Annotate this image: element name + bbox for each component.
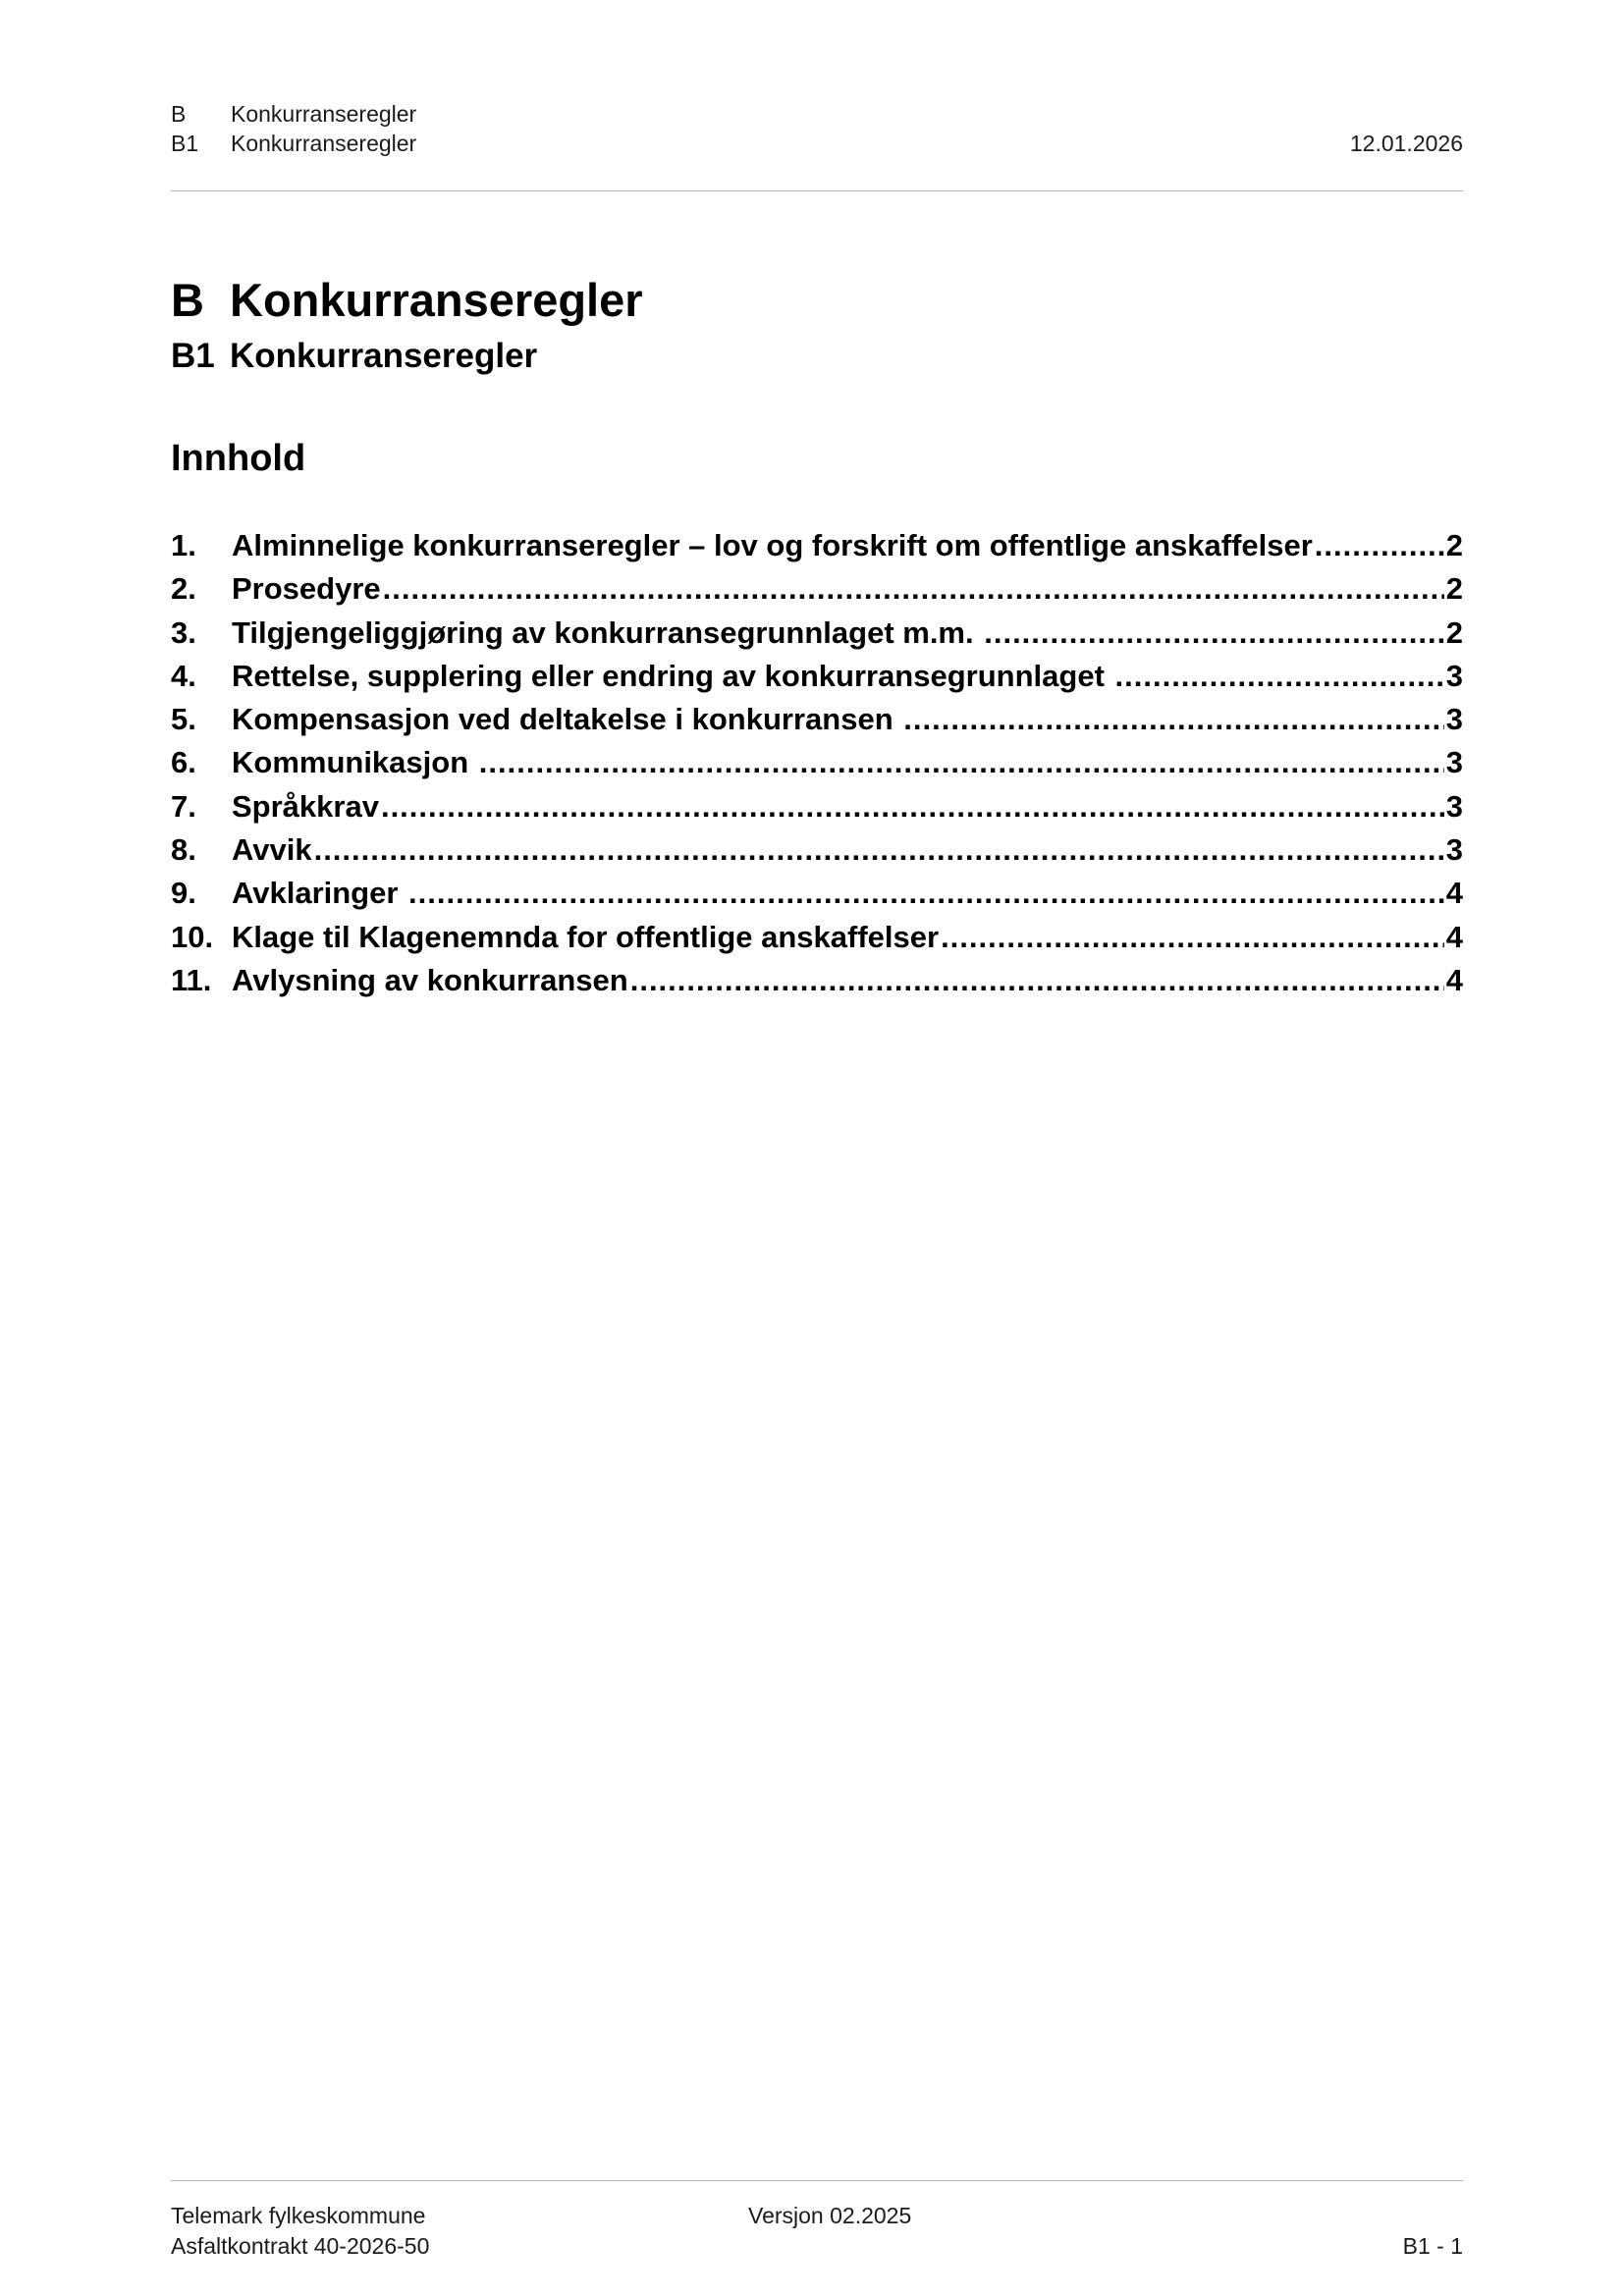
subsection-code: B1	[171, 337, 215, 375]
toc-title: Rettelse, supplering eller endring av konkurransegrunnlaget	[232, 658, 1113, 693]
toc-number: 6.	[171, 745, 196, 780]
toc-title: Prosedyre	[232, 571, 381, 607]
toc-entry[interactable]	[171, 741, 1463, 784]
header-line-2	[171, 129, 1463, 158]
header-subsection-code: B1	[171, 131, 199, 156]
toc-heading: Innhold	[171, 438, 306, 479]
toc-entry[interactable]	[171, 959, 1463, 1002]
header-divider	[171, 190, 1463, 191]
toc-leader	[1115, 655, 1444, 698]
toc-page-number: 3	[1445, 658, 1463, 693]
toc-entry[interactable]	[171, 916, 1463, 959]
toc-entry[interactable]	[171, 872, 1463, 915]
toc-number: 8.	[171, 832, 196, 868]
header-section-code: B	[171, 101, 187, 127]
section-title	[171, 273, 643, 328]
toc-page-number: 3	[1445, 702, 1463, 737]
toc-title: Avlysning av konkurransen	[232, 962, 628, 997]
header-subsection-title: Konkurranseregler	[231, 131, 417, 156]
toc-entry[interactable]	[171, 785, 1463, 828]
toc-title: Språkkrav	[232, 788, 379, 824]
toc-page-number: 3	[1445, 832, 1463, 868]
footer-divider	[171, 2180, 1463, 2181]
toc-number: 3.	[171, 614, 196, 650]
toc-leader	[1315, 524, 1444, 567]
toc-page-number: 2	[1445, 571, 1463, 607]
toc-leader	[383, 567, 1444, 611]
toc-page-number: 4	[1445, 962, 1463, 997]
toc-page-number: 3	[1445, 745, 1463, 780]
toc-number: 9.	[171, 876, 196, 911]
toc-number: 5.	[171, 702, 196, 737]
toc-leader	[941, 916, 1444, 959]
toc-leader	[314, 828, 1444, 872]
subsection-title-text: Konkurranseregler	[230, 337, 538, 375]
toc-entry[interactable]	[171, 612, 1463, 655]
toc-number: 10.	[171, 919, 214, 954]
toc-leader	[381, 785, 1444, 828]
toc-leader	[903, 698, 1444, 741]
toc-page-number: 2	[1445, 528, 1463, 562]
page-footer	[171, 2201, 1463, 2262]
toc-entry[interactable]	[171, 567, 1463, 611]
toc-title: Avklaringer	[232, 876, 407, 911]
footer-contract: Asfaltkontrakt 40-2026-50	[171, 2233, 430, 2259]
footer-version: Versjon 02.2025	[748, 2203, 912, 2228]
toc-entry[interactable]	[171, 828, 1463, 872]
header-section-title: Konkurranseregler	[231, 101, 417, 127]
subsection-title	[171, 336, 537, 377]
header-line-1	[171, 99, 1463, 129]
toc-number: 2.	[171, 571, 196, 607]
toc-number: 4.	[171, 658, 196, 693]
toc-leader	[984, 612, 1444, 655]
table-of-contents	[171, 524, 1463, 1002]
toc-title: Klage til Klagenemnda for offentlige anskaffelser	[232, 919, 940, 954]
section-title-text: Konkurranseregler	[230, 274, 643, 326]
header-date: 12.01.2026	[1349, 131, 1463, 156]
toc-entry[interactable]	[171, 655, 1463, 698]
toc-title: Alminnelige konkurranseregler – lov og forskrift om offentlige anskaffelser	[232, 528, 1313, 562]
toc-title: Avvik	[232, 832, 312, 868]
toc-title: Kommunikasjon	[232, 745, 477, 780]
page-header	[171, 99, 1463, 158]
toc-page-number: 3	[1445, 788, 1463, 824]
toc-page-number: 4	[1445, 919, 1463, 954]
toc-leader	[408, 872, 1444, 915]
toc-page-number: 4	[1445, 876, 1463, 911]
toc-leader	[479, 741, 1444, 784]
footer-line-2	[171, 2231, 1463, 2262]
toc-entry[interactable]	[171, 524, 1463, 567]
toc-number: 7.	[171, 788, 196, 824]
toc-number: 1.	[171, 528, 196, 562]
toc-number: 11.	[171, 962, 212, 997]
toc-title: Tilgjengeliggjøring av konkurransegrunnlaget m.m.	[232, 614, 983, 650]
toc-title: Kompensasjon ved deltakelse i konkurransen	[232, 702, 902, 737]
footer-organization: Telemark fylkeskommune	[171, 2203, 426, 2228]
footer-line-1	[171, 2201, 1463, 2231]
footer-page-label: B1 - 1	[1402, 2233, 1463, 2259]
toc-entry[interactable]	[171, 698, 1463, 741]
section-code: B	[171, 274, 204, 326]
toc-page-number: 2	[1445, 614, 1463, 650]
toc-leader	[630, 959, 1444, 1002]
